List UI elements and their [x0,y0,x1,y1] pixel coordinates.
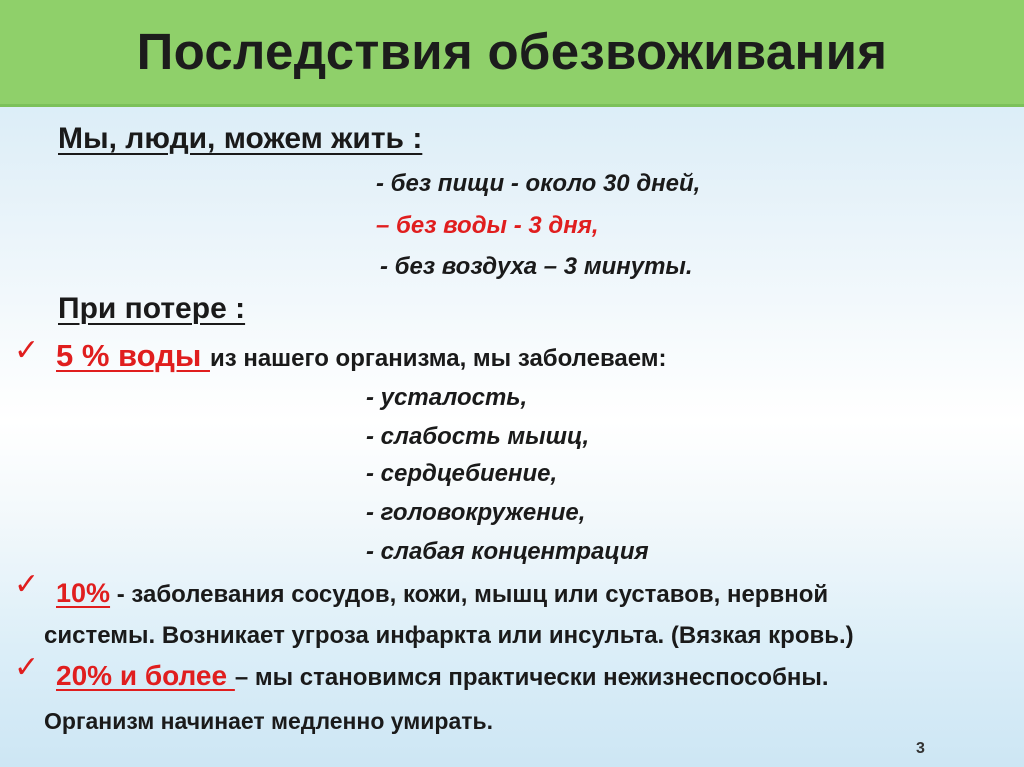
symptom-item: - слабая концентрация [366,538,649,565]
checkmark-icon: ✓ [14,650,40,685]
symptom-item: - слабость мышц, [366,423,590,450]
intro-item-food: - без пищи - около 30 дней, [376,170,701,197]
checkmark-icon: ✓ [14,333,40,368]
five-percent-text: из нашего организма, мы заболеваем: [209,345,667,372]
five-percent-line [56,338,667,374]
twenty-percent-text: – мы становимся практически нежизнеспособны. [234,664,829,691]
ten-percent-text: - заболевания сосудов, кожи, мышц или суставов, нервной [110,581,829,608]
ten-percent-highlight: 10% [56,578,111,608]
title-banner [0,0,1024,107]
twenty-percent-line [56,660,829,692]
twenty-percent-text-cont: Организм начинает медленно умирать. [44,708,494,734]
page-number: 3 [916,740,925,757]
symptom-item: - усталость, [366,384,528,411]
ten-percent-line [56,578,828,609]
intro-item-air: - без воздуха – 3 минуты. [380,253,693,280]
twenty-percent-highlight: 20% и более [56,660,235,691]
intro-heading: Мы, люди, можем жить : [58,122,423,155]
slide-title: Последствия обезвоживания [136,23,888,80]
checkmark-icon: ✓ [14,567,40,602]
symptom-item: - сердцебиение, [366,460,558,487]
loss-heading: При потере : [58,292,246,325]
ten-percent-text-cont: системы. Возникает угроза инфаркта или инсульта. (Вязкая кровь.) [44,622,854,649]
symptom-item: - головокружение, [366,499,586,526]
five-percent-highlight: 5 % воды [56,338,210,373]
intro-item-water: – без воды - 3 дня, [376,212,599,239]
